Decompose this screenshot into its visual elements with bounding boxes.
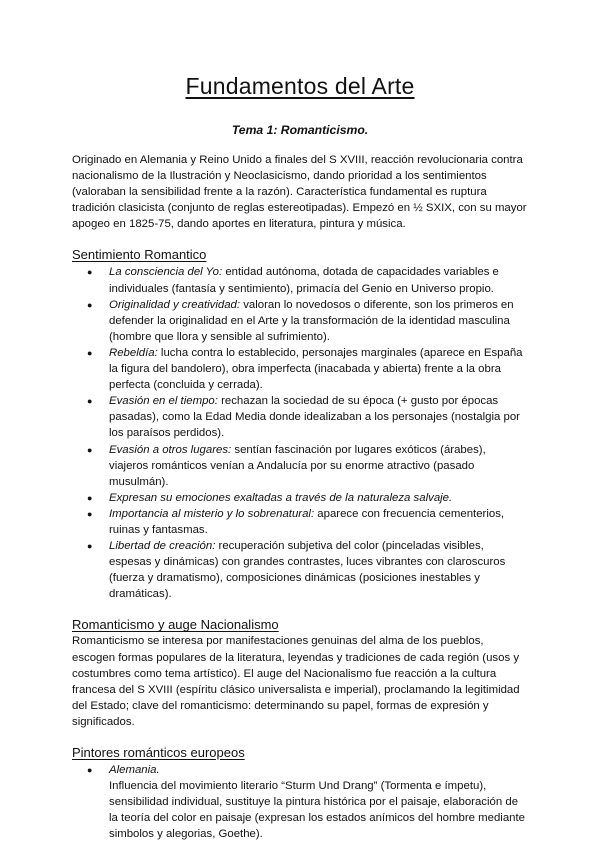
list-item (72, 442, 528, 490)
item-term: Rebeldía: (109, 346, 158, 359)
intro-paragraph: Originado en Alemania y Reino Unido a finales del S XVIII, reacción revolucionaria contra nacionalismo de la Ilustración y Neoclasicismo, dando prioridad a los sentimientos (valoraban la sensibilidad frente a la razón). Característica fundamental es ruptura tradición clasicista (conjunto de reglas estereotipadas). Empezó en ½ SXIX, con su mayor apogeo en 1825-75, dando aportes en literatura, pintura y música. (72, 154, 527, 231)
item-label: Alemania. (109, 764, 160, 776)
item-term: Evasión en el tiempo: (109, 395, 218, 408)
bullet-icon: ● (87, 492, 93, 503)
item-text: entidad autónoma, dotada de capacidades variables e individuales (fantasía y sentimiento), primacía del Genio en Universo propio. (109, 266, 499, 295)
list-item (72, 506, 528, 538)
list-item (72, 297, 528, 345)
item-text: lucha contra lo establecido, personajes marginales (aparece en España la figura del bandolero), obra imperfecta (inacabada y abierta) frente a la obra perfecta (concluida y cerrada). (109, 346, 523, 392)
item-term: Libertad de creación: (109, 540, 216, 553)
bullet-icon: ● (87, 541, 93, 552)
item-term: Expresan su emociones exaltadas a través de la naturaleza salvaje. (109, 491, 453, 504)
list-item (72, 345, 528, 393)
list-item (72, 393, 528, 441)
bullet-icon: ● (87, 267, 93, 278)
bullet-icon: ● (87, 765, 93, 775)
section-heading-nacionalismo: Romanticismo y auge Nacionalismo (72, 617, 279, 633)
item-term: Originalidad y creatividad: (109, 298, 241, 311)
bullet-icon: ● (87, 299, 93, 310)
document-page (72, 72, 528, 842)
nacionalismo-paragraph: Romanticismo se interesa por manifestaciones genuinas del alma de los pueblos, escogen formas populares de la literatura, leyendas y tradiciones de cada región (usos y costumbres como tema artístico). El auge del Nacionalismo fue reacción a la cultura francesa del S XVIII (espíritu clásico universalista e imperial), proclamando la legitimidad del Estado; clave del romanticismo: determinando su papel, formas de expresión y significados. (72, 635, 520, 728)
list-item (72, 538, 528, 602)
item-text: valoran lo novedosos o diferente, son los primeros en defender la originalidad en el Arte y la transformación de la identidad masculina (hombre que llora y sensible al sufrimiento). (109, 298, 514, 343)
item-term: Importancia al misterio y lo sobrenatural: (109, 507, 315, 520)
document-subtitle: Tema 1: Romanticismo. (231, 123, 369, 137)
list-item (72, 762, 528, 842)
item-text: Influencia del movimiento literario “Sturm Und Drang” (Tormenta e ímpetu), sensibilidad individual, sustituye la pintura histórica por el paisaje, elaboración de la teoría del color en paisaje (expresan los estados anímicos del hombre mediante simbolos y alegorias, Goethe). (109, 780, 525, 841)
list-item (72, 490, 528, 506)
bullet-icon: ● (87, 444, 93, 455)
item-text: aparece con frecuencia cementerios, ruinas y fantasmas. (109, 507, 505, 536)
list-item (72, 264, 528, 296)
bullet-icon: ● (87, 508, 93, 519)
item-text: recuperación subjetiva del color (pinceladas visibles, espesas y dinámicas) con grandes contrastes, luces vibrantes con claroscuros (fuerza y dramatismo), composiciones dinámicas (posiciones inestables y dramáticas). (109, 540, 506, 601)
bullet-icon: ● (87, 347, 93, 358)
item-text: rechazan la sociedad de su época (+ gusto por épocas pasadas), como la Edad Media donde idealizaban a los personajes (nostalgia por los paraísos perdidos). (109, 395, 520, 440)
item-term: La consciencia del Yo: (109, 266, 223, 279)
pintores-list (72, 762, 528, 842)
sentimiento-list (72, 264, 528, 602)
item-term: Evasión a otros lugares: (109, 443, 232, 456)
bullet-icon: ● (87, 396, 93, 407)
item-text: sentían fascinación por lugares exóticos (árabes), viajeros románticos venían a Andalucía por su enorme atractivo (pasado musulmán). (109, 443, 486, 488)
section-heading-pintores: Pintores románticos europeos (72, 745, 245, 760)
document-title: Fundamentos del Arte (185, 73, 415, 99)
section-heading-sentimiento: Sentimiento Romantico (72, 247, 207, 263)
